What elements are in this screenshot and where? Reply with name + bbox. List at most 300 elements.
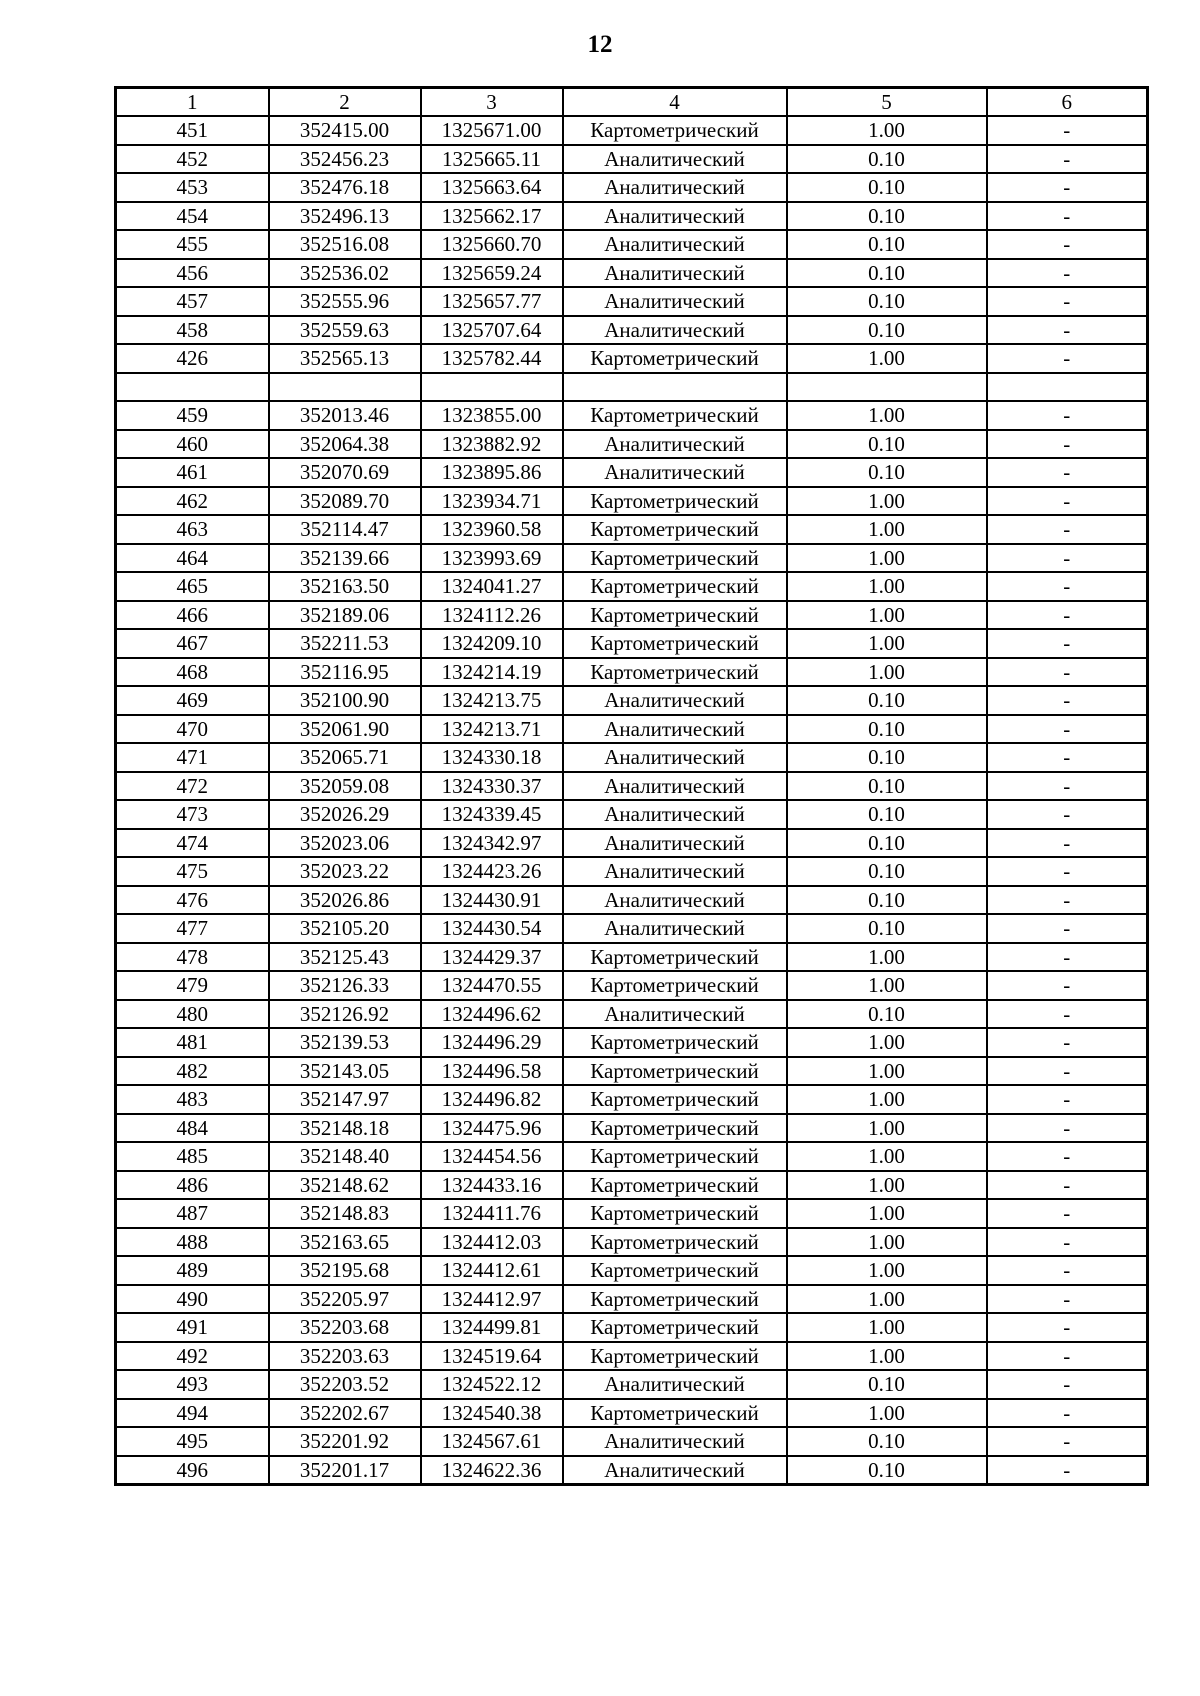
note-cell: - — [987, 886, 1148, 915]
method-cell: Картометрический — [563, 1228, 787, 1257]
x-coordinate-cell: 352139.66 — [269, 544, 421, 573]
method-cell: Картометрический — [563, 1285, 787, 1314]
note-cell: - — [987, 715, 1148, 744]
y-coordinate-cell: 1324454.56 — [421, 1142, 563, 1171]
accuracy-cell — [787, 373, 987, 402]
method-cell: Аналитический — [563, 145, 787, 174]
y-coordinate-cell: 1324430.54 — [421, 914, 563, 943]
note-cell: - — [987, 601, 1148, 630]
column-header: 5 — [787, 88, 987, 117]
x-coordinate-cell: 352147.97 — [269, 1085, 421, 1114]
method-cell: Картометрический — [563, 401, 787, 430]
point-number-cell: 494 — [116, 1399, 269, 1428]
method-cell: Картометрический — [563, 629, 787, 658]
x-coordinate-cell: 352559.63 — [269, 316, 421, 345]
method-cell: Аналитический — [563, 1370, 787, 1399]
y-coordinate-cell: 1324499.81 — [421, 1313, 563, 1342]
note-cell: - — [987, 1256, 1148, 1285]
method-cell: Аналитический — [563, 829, 787, 858]
x-coordinate-cell: 352143.05 — [269, 1057, 421, 1086]
x-coordinate-cell: 352105.20 — [269, 914, 421, 943]
column-header: 6 — [987, 88, 1148, 117]
table-row — [116, 1399, 1148, 1428]
table-row — [116, 601, 1148, 630]
accuracy-cell: 0.10 — [787, 829, 987, 858]
point-number-cell: 479 — [116, 971, 269, 1000]
method-cell: Аналитический — [563, 857, 787, 886]
point-number-cell: 473 — [116, 800, 269, 829]
note-cell: - — [987, 145, 1148, 174]
note-cell: - — [987, 1342, 1148, 1371]
method-cell: Аналитический — [563, 743, 787, 772]
accuracy-cell: 1.00 — [787, 1114, 987, 1143]
column-header: 1 — [116, 88, 269, 117]
method-cell: Аналитический — [563, 1427, 787, 1456]
x-coordinate-cell: 352205.97 — [269, 1285, 421, 1314]
point-number-cell: 469 — [116, 686, 269, 715]
method-cell: Аналитический — [563, 259, 787, 288]
y-coordinate-cell: 1323855.00 — [421, 401, 563, 430]
method-cell: Картометрический — [563, 1313, 787, 1342]
note-cell: - — [987, 572, 1148, 601]
x-coordinate-cell: 352023.06 — [269, 829, 421, 858]
table-row — [116, 1085, 1148, 1114]
note-cell — [987, 373, 1148, 402]
table-row — [116, 1142, 1148, 1171]
point-number-cell: 478 — [116, 943, 269, 972]
note-cell: - — [987, 1057, 1148, 1086]
y-coordinate-cell: 1324519.64 — [421, 1342, 563, 1371]
table-row — [116, 914, 1148, 943]
point-number-cell: 471 — [116, 743, 269, 772]
accuracy-cell: 1.00 — [787, 1028, 987, 1057]
table-row — [116, 829, 1148, 858]
table-row — [116, 658, 1148, 687]
y-coordinate-cell: 1323993.69 — [421, 544, 563, 573]
y-coordinate-cell: 1324496.58 — [421, 1057, 563, 1086]
method-cell: Аналитический — [563, 173, 787, 202]
accuracy-cell: 0.10 — [787, 287, 987, 316]
x-coordinate-cell: 352516.08 — [269, 230, 421, 259]
point-number-cell: 488 — [116, 1228, 269, 1257]
note-cell: - — [987, 316, 1148, 345]
table-row — [116, 1342, 1148, 1371]
x-coordinate-cell: 352065.71 — [269, 743, 421, 772]
accuracy-cell: 0.10 — [787, 772, 987, 801]
x-coordinate-cell: 352089.70 — [269, 487, 421, 516]
note-cell: - — [987, 971, 1148, 1000]
y-coordinate-cell: 1325660.70 — [421, 230, 563, 259]
method-cell: Аналитический — [563, 1456, 787, 1485]
x-coordinate-cell: 352059.08 — [269, 772, 421, 801]
method-cell: Аналитический — [563, 202, 787, 231]
coordinates-table — [114, 86, 1149, 1486]
y-coordinate-cell: 1324214.19 — [421, 658, 563, 687]
accuracy-cell: 1.00 — [787, 1313, 987, 1342]
point-number-cell: 476 — [116, 886, 269, 915]
point-number-cell: 463 — [116, 515, 269, 544]
y-coordinate-cell: 1323960.58 — [421, 515, 563, 544]
method-cell: Картометрический — [563, 1399, 787, 1428]
point-number-cell: 481 — [116, 1028, 269, 1057]
accuracy-cell: 1.00 — [787, 1171, 987, 1200]
table-row — [116, 1228, 1148, 1257]
note-cell: - — [987, 658, 1148, 687]
point-number-cell: 461 — [116, 458, 269, 487]
column-header: 2 — [269, 88, 421, 117]
point-number-cell: 496 — [116, 1456, 269, 1485]
accuracy-cell: 1.00 — [787, 572, 987, 601]
note-cell: - — [987, 829, 1148, 858]
accuracy-cell: 0.10 — [787, 230, 987, 259]
x-coordinate-cell: 352139.53 — [269, 1028, 421, 1057]
accuracy-cell: 1.00 — [787, 1256, 987, 1285]
method-cell — [563, 373, 787, 402]
note-cell: - — [987, 1171, 1148, 1200]
x-coordinate-cell: 352100.90 — [269, 686, 421, 715]
table-row — [116, 259, 1148, 288]
note-cell: - — [987, 1000, 1148, 1029]
x-coordinate-cell: 352203.52 — [269, 1370, 421, 1399]
x-coordinate-cell: 352211.53 — [269, 629, 421, 658]
y-coordinate-cell: 1324213.75 — [421, 686, 563, 715]
point-number-cell: 472 — [116, 772, 269, 801]
point-number-cell: 491 — [116, 1313, 269, 1342]
method-cell: Аналитический — [563, 686, 787, 715]
note-cell: - — [987, 800, 1148, 829]
method-cell: Картометрический — [563, 515, 787, 544]
method-cell: Аналитический — [563, 886, 787, 915]
method-cell: Картометрический — [563, 1342, 787, 1371]
note-cell: - — [987, 430, 1148, 459]
accuracy-cell: 1.00 — [787, 116, 987, 145]
method-cell: Аналитический — [563, 715, 787, 744]
point-number-cell: 452 — [116, 145, 269, 174]
point-number-cell: 455 — [116, 230, 269, 259]
accuracy-cell: 0.10 — [787, 715, 987, 744]
point-number-cell: 474 — [116, 829, 269, 858]
point-number-cell — [116, 373, 269, 402]
accuracy-cell: 0.10 — [787, 914, 987, 943]
method-cell: Картометрический — [563, 344, 787, 373]
accuracy-cell: 1.00 — [787, 1142, 987, 1171]
x-coordinate-cell: 352026.29 — [269, 800, 421, 829]
table-body — [116, 116, 1148, 1485]
x-coordinate-cell: 352189.06 — [269, 601, 421, 630]
note-cell: - — [987, 857, 1148, 886]
note-cell: - — [987, 287, 1148, 316]
accuracy-cell: 1.00 — [787, 1057, 987, 1086]
x-coordinate-cell: 352125.43 — [269, 943, 421, 972]
x-coordinate-cell: 352536.02 — [269, 259, 421, 288]
y-coordinate-cell: 1324496.62 — [421, 1000, 563, 1029]
point-number-cell: 483 — [116, 1085, 269, 1114]
table-row — [116, 230, 1148, 259]
point-number-cell: 462 — [116, 487, 269, 516]
accuracy-cell: 0.10 — [787, 458, 987, 487]
note-cell: - — [987, 1028, 1148, 1057]
method-cell: Картометрический — [563, 1142, 787, 1171]
point-number-cell: 482 — [116, 1057, 269, 1086]
method-cell: Аналитический — [563, 287, 787, 316]
note-cell: - — [987, 1142, 1148, 1171]
table-row — [116, 458, 1148, 487]
note-cell: - — [987, 1085, 1148, 1114]
accuracy-cell: 0.10 — [787, 1427, 987, 1456]
table-row — [116, 344, 1148, 373]
y-coordinate-cell: 1324342.97 — [421, 829, 563, 858]
y-coordinate-cell: 1324339.45 — [421, 800, 563, 829]
x-coordinate-cell: 352203.68 — [269, 1313, 421, 1342]
accuracy-cell: 1.00 — [787, 544, 987, 573]
note-cell: - — [987, 1456, 1148, 1485]
note-cell: - — [987, 202, 1148, 231]
point-number-cell: 487 — [116, 1199, 269, 1228]
note-cell: - — [987, 1114, 1148, 1143]
table-row — [116, 572, 1148, 601]
note-cell: - — [987, 116, 1148, 145]
point-number-cell: 477 — [116, 914, 269, 943]
y-coordinate-cell — [421, 373, 563, 402]
note-cell: - — [987, 772, 1148, 801]
y-coordinate-cell: 1324112.26 — [421, 601, 563, 630]
table-row — [116, 1114, 1148, 1143]
point-number-cell: 475 — [116, 857, 269, 886]
method-cell: Аналитический — [563, 800, 787, 829]
y-coordinate-cell: 1325665.11 — [421, 145, 563, 174]
y-coordinate-cell: 1325663.64 — [421, 173, 563, 202]
table-row — [116, 1199, 1148, 1228]
y-coordinate-cell: 1324429.37 — [421, 943, 563, 972]
accuracy-cell: 1.00 — [787, 1342, 987, 1371]
note-cell: - — [987, 914, 1148, 943]
method-cell: Картометрический — [563, 544, 787, 573]
accuracy-cell: 0.10 — [787, 202, 987, 231]
method-cell: Картометрический — [563, 1171, 787, 1200]
point-number-cell: 451 — [116, 116, 269, 145]
y-coordinate-cell: 1324213.71 — [421, 715, 563, 744]
x-coordinate-cell: 352555.96 — [269, 287, 421, 316]
point-number-cell: 458 — [116, 316, 269, 345]
table-row — [116, 515, 1148, 544]
note-cell: - — [987, 1313, 1148, 1342]
table-row — [116, 1000, 1148, 1029]
table-row — [116, 173, 1148, 202]
y-coordinate-cell: 1323882.92 — [421, 430, 563, 459]
point-number-cell: 466 — [116, 601, 269, 630]
note-cell: - — [987, 487, 1148, 516]
accuracy-cell: 1.00 — [787, 1285, 987, 1314]
table-row — [116, 116, 1148, 145]
accuracy-cell: 0.10 — [787, 686, 987, 715]
y-coordinate-cell: 1324412.97 — [421, 1285, 563, 1314]
method-cell: Аналитический — [563, 772, 787, 801]
point-number-cell: 490 — [116, 1285, 269, 1314]
y-coordinate-cell: 1325657.77 — [421, 287, 563, 316]
table-row — [116, 772, 1148, 801]
x-coordinate-cell: 352148.83 — [269, 1199, 421, 1228]
point-number-cell: 495 — [116, 1427, 269, 1456]
method-cell: Картометрический — [563, 116, 787, 145]
note-cell: - — [987, 629, 1148, 658]
y-coordinate-cell: 1324522.12 — [421, 1370, 563, 1399]
point-number-cell: 486 — [116, 1171, 269, 1200]
y-coordinate-cell: 1324540.38 — [421, 1399, 563, 1428]
x-coordinate-cell: 352116.95 — [269, 658, 421, 687]
point-number-cell: 468 — [116, 658, 269, 687]
method-cell: Аналитический — [563, 316, 787, 345]
y-coordinate-cell: 1324475.96 — [421, 1114, 563, 1143]
method-cell: Картометрический — [563, 1199, 787, 1228]
point-number-cell: 470 — [116, 715, 269, 744]
table-row — [116, 686, 1148, 715]
y-coordinate-cell: 1324433.16 — [421, 1171, 563, 1200]
table-row — [116, 430, 1148, 459]
note-cell: - — [987, 943, 1148, 972]
method-cell: Картометрический — [563, 487, 787, 516]
method-cell: Аналитический — [563, 1000, 787, 1029]
table-row — [116, 1285, 1148, 1314]
table-row — [116, 145, 1148, 174]
point-number-cell: 426 — [116, 344, 269, 373]
accuracy-cell: 1.00 — [787, 971, 987, 1000]
x-coordinate-cell: 352064.38 — [269, 430, 421, 459]
x-coordinate-cell: 352148.18 — [269, 1114, 421, 1143]
point-number-cell: 453 — [116, 173, 269, 202]
x-coordinate-cell: 352201.17 — [269, 1456, 421, 1485]
note-cell: - — [987, 230, 1148, 259]
x-coordinate-cell: 352565.13 — [269, 344, 421, 373]
table-row — [116, 743, 1148, 772]
y-coordinate-cell: 1324496.29 — [421, 1028, 563, 1057]
y-coordinate-cell: 1324412.03 — [421, 1228, 563, 1257]
column-header: 3 — [421, 88, 563, 117]
table-row — [116, 1456, 1148, 1485]
x-coordinate-cell: 352114.47 — [269, 515, 421, 544]
y-coordinate-cell: 1324470.55 — [421, 971, 563, 1000]
table-row — [116, 487, 1148, 516]
note-cell: - — [987, 259, 1148, 288]
point-number-cell: 484 — [116, 1114, 269, 1143]
accuracy-cell: 1.00 — [787, 344, 987, 373]
x-coordinate-cell: 352061.90 — [269, 715, 421, 744]
x-coordinate-cell: 352126.92 — [269, 1000, 421, 1029]
note-cell: - — [987, 1427, 1148, 1456]
accuracy-cell: 0.10 — [787, 259, 987, 288]
y-coordinate-cell: 1324412.61 — [421, 1256, 563, 1285]
point-number-cell: 467 — [116, 629, 269, 658]
y-coordinate-cell: 1324330.18 — [421, 743, 563, 772]
table-row — [116, 943, 1148, 972]
y-coordinate-cell: 1324330.37 — [421, 772, 563, 801]
table-row — [116, 1028, 1148, 1057]
note-cell: - — [987, 173, 1148, 202]
y-coordinate-cell: 1324411.76 — [421, 1199, 563, 1228]
x-coordinate-cell: 352415.00 — [269, 116, 421, 145]
x-coordinate-cell: 352148.62 — [269, 1171, 421, 1200]
table-row — [116, 287, 1148, 316]
table-row — [116, 544, 1148, 573]
y-coordinate-cell: 1325707.64 — [421, 316, 563, 345]
x-coordinate-cell: 352163.50 — [269, 572, 421, 601]
note-cell: - — [987, 515, 1148, 544]
note-cell: - — [987, 544, 1148, 573]
accuracy-cell: 1.00 — [787, 601, 987, 630]
y-coordinate-cell: 1325671.00 — [421, 116, 563, 145]
table-row — [116, 857, 1148, 886]
y-coordinate-cell: 1325659.24 — [421, 259, 563, 288]
table-row — [116, 1171, 1148, 1200]
point-number-cell: 492 — [116, 1342, 269, 1371]
y-coordinate-cell: 1325662.17 — [421, 202, 563, 231]
method-cell: Картометрический — [563, 943, 787, 972]
point-number-cell: 457 — [116, 287, 269, 316]
accuracy-cell: 0.10 — [787, 800, 987, 829]
x-coordinate-cell: 352026.86 — [269, 886, 421, 915]
x-coordinate-cell: 352013.46 — [269, 401, 421, 430]
note-cell: - — [987, 686, 1148, 715]
point-number-cell: 465 — [116, 572, 269, 601]
y-coordinate-cell: 1323895.86 — [421, 458, 563, 487]
method-cell: Картометрический — [563, 1256, 787, 1285]
table-row — [116, 886, 1148, 915]
x-coordinate-cell: 352496.13 — [269, 202, 421, 231]
point-number-cell: 460 — [116, 430, 269, 459]
x-coordinate-cell: 352476.18 — [269, 173, 421, 202]
note-cell: - — [987, 743, 1148, 772]
note-cell: - — [987, 1399, 1148, 1428]
method-cell: Картометрический — [563, 572, 787, 601]
y-coordinate-cell: 1324567.61 — [421, 1427, 563, 1456]
x-coordinate-cell — [269, 373, 421, 402]
note-cell: - — [987, 1370, 1148, 1399]
note-cell: - — [987, 1228, 1148, 1257]
method-cell: Картометрический — [563, 601, 787, 630]
method-cell: Аналитический — [563, 430, 787, 459]
accuracy-cell: 1.00 — [787, 943, 987, 972]
y-coordinate-cell: 1323934.71 — [421, 487, 563, 516]
x-coordinate-cell: 352163.65 — [269, 1228, 421, 1257]
note-cell: - — [987, 458, 1148, 487]
accuracy-cell: 0.10 — [787, 886, 987, 915]
y-coordinate-cell: 1324430.91 — [421, 886, 563, 915]
page-number: 12 — [587, 31, 613, 58]
accuracy-cell: 0.10 — [787, 1000, 987, 1029]
accuracy-cell: 0.10 — [787, 857, 987, 886]
accuracy-cell: 1.00 — [787, 1399, 987, 1428]
x-coordinate-cell: 352202.67 — [269, 1399, 421, 1428]
point-number-cell: 464 — [116, 544, 269, 573]
point-number-cell: 493 — [116, 1370, 269, 1399]
accuracy-cell: 1.00 — [787, 658, 987, 687]
note-cell: - — [987, 401, 1148, 430]
method-cell: Аналитический — [563, 230, 787, 259]
x-coordinate-cell: 352126.33 — [269, 971, 421, 1000]
point-number-cell: 456 — [116, 259, 269, 288]
y-coordinate-cell: 1324496.82 — [421, 1085, 563, 1114]
table-row — [116, 1256, 1148, 1285]
x-coordinate-cell: 352023.22 — [269, 857, 421, 886]
method-cell: Картометрический — [563, 1085, 787, 1114]
table-row — [116, 715, 1148, 744]
table-row — [116, 1427, 1148, 1456]
y-coordinate-cell: 1324622.36 — [421, 1456, 563, 1485]
accuracy-cell: 0.10 — [787, 743, 987, 772]
x-coordinate-cell: 352195.68 — [269, 1256, 421, 1285]
table-row — [116, 629, 1148, 658]
accuracy-cell: 0.10 — [787, 316, 987, 345]
accuracy-cell: 0.10 — [787, 1370, 987, 1399]
